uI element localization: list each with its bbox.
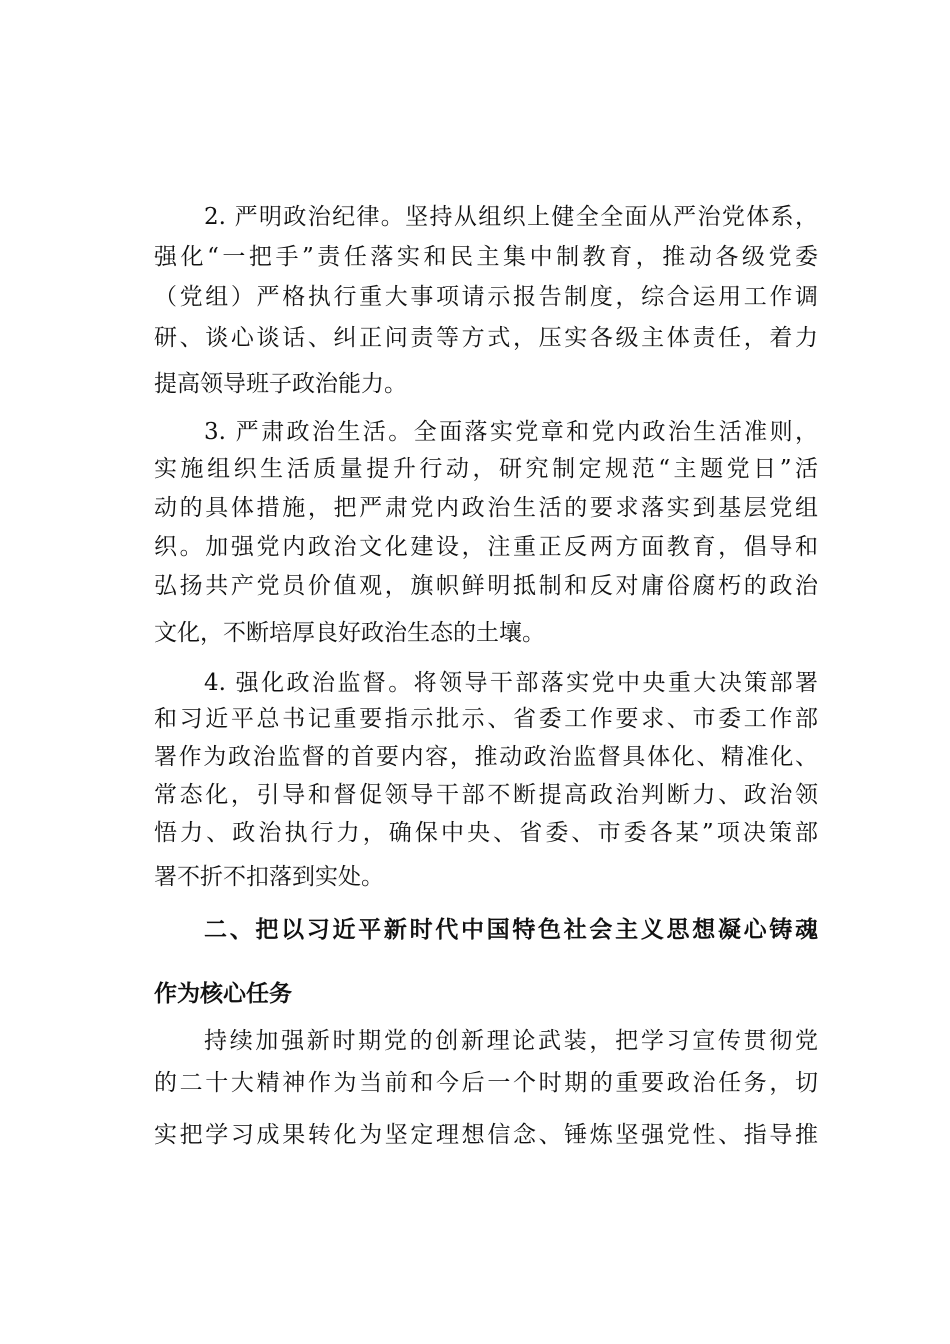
paragraph-3-line-2: 实施组织生活质量提升行动，研究制定规范“主题党日”活	[154, 456, 818, 482]
paragraph-4-line-1: 4. 强化政治监督。将领导干部落实党中央重大决策部署	[204, 670, 818, 696]
paragraph-3-line-6: 文化，不断培厚良好政治生态的土壤。	[154, 620, 545, 646]
paragraph-2-line-2: 强化“一把手”责任落实和民主集中制教育，推动各级党委	[154, 244, 818, 270]
paragraph-4-line-2: 和习近平总书记重要指示批示、省委工作要求、市委工作部	[154, 706, 818, 732]
paragraph-2-line-4: 研、谈心谈话、纠正问责等方式，压实各级主体责任，着力	[154, 325, 818, 351]
section-heading-line-1: 二、把以习近平新时代中国特色社会主义思想凝心铸魂	[204, 917, 818, 943]
paragraph-2-line-5: 提高领导班子政治能力。	[154, 371, 407, 397]
paragraph-2-line-3: （党组）严格执行重大事项请示报告制度，综合运用工作调	[154, 284, 818, 310]
paragraph-4-line-4: 常态化，引导和督促领导干部不断提高政治判断力、政治领	[154, 782, 818, 808]
paragraph-4-line-5: 悟力、政治执行力，确保中央、省委、市委各某”项决策部	[154, 820, 818, 846]
paragraph-3-line-1: 3. 严肃政治生活。全面落实党章和党内政治生活准则，	[204, 419, 818, 445]
section-heading-line-2: 作为核心任务	[154, 981, 292, 1007]
paragraph-3-line-4: 织。加强党内政治文化建设，注重正反两方面教育，倡导和	[154, 534, 818, 560]
paragraph-3-line-3: 动的具体措施，把严肃党内政治生活的要求落实到基层党组	[154, 495, 818, 521]
paragraph-5-line-3: 实把学习成果转化为坚定理想信念、锤炼坚强党性、指导推	[154, 1122, 818, 1148]
paragraph-2-line-1: 2. 严明政治纪律。坚持从组织上健全全面从严治党体系，	[204, 204, 818, 230]
paragraph-4-line-6: 署不折不扣落到实处。	[154, 864, 384, 890]
paragraph-4-line-3: 署作为政治监督的首要内容，推动政治监督具体化、精准化、	[154, 744, 818, 770]
paragraph-3-line-5: 弘扬共产党员价值观，旗帜鲜明抵制和反对庸俗腐朽的政治	[154, 573, 818, 599]
paragraph-5-line-2: 的二十大精神作为当前和今后一个时期的重要政治任务，切	[154, 1070, 818, 1096]
paragraph-5-line-1: 持续加强新时期党的创新理论武装，把学习宣传贯彻党	[204, 1028, 818, 1054]
